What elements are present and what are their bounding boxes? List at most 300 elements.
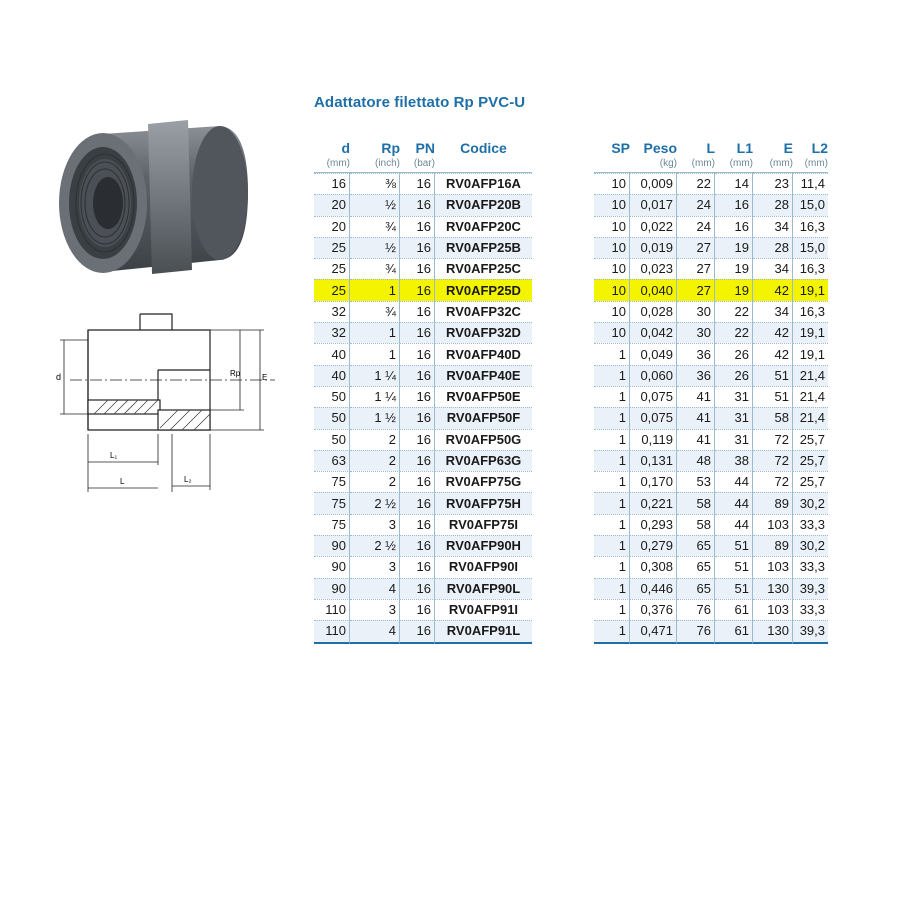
column-header-label: PN bbox=[415, 140, 435, 156]
cell-l: 27 bbox=[677, 237, 715, 258]
cell-peso: 0,221 bbox=[630, 492, 677, 513]
cell-l1: 22 bbox=[715, 301, 753, 322]
cell-l2: 19,1 bbox=[793, 279, 828, 300]
cell-peso: 0,446 bbox=[630, 578, 677, 599]
cell-d: 90 bbox=[314, 535, 350, 556]
cell-codice: RV0AFP90L bbox=[435, 578, 532, 599]
cell-e: 130 bbox=[753, 620, 793, 643]
cell-sp: 1 bbox=[594, 343, 630, 364]
cell-pn: 16 bbox=[400, 450, 435, 471]
table-row bbox=[594, 599, 828, 620]
cell-l1: 19 bbox=[715, 258, 753, 279]
cell-codice: RV0AFP91I bbox=[435, 599, 532, 620]
cell-l2: 25,7 bbox=[793, 429, 828, 450]
column-header bbox=[435, 140, 532, 173]
cell-sp: 10 bbox=[594, 194, 630, 215]
table-row bbox=[314, 365, 532, 386]
table-row bbox=[594, 450, 828, 471]
table-row bbox=[314, 429, 532, 450]
cell-l1: 38 bbox=[715, 450, 753, 471]
cell-pn: 16 bbox=[400, 429, 435, 450]
cell-l: 30 bbox=[677, 301, 715, 322]
cell-l1: 31 bbox=[715, 429, 753, 450]
table-row bbox=[594, 365, 828, 386]
column-header-unit: (mm) bbox=[804, 158, 828, 169]
cell-codice: RV0AFP40D bbox=[435, 343, 532, 364]
cell-l1: 44 bbox=[715, 471, 753, 492]
table-row bbox=[594, 620, 828, 643]
cell-pn: 16 bbox=[400, 343, 435, 364]
table-row bbox=[594, 556, 828, 577]
column-header-unit: (bar) bbox=[413, 158, 435, 169]
cell-d: 40 bbox=[314, 343, 350, 364]
cell-l1: 19 bbox=[715, 237, 753, 258]
cell-rp: 1 ¼ bbox=[350, 386, 400, 407]
cell-l: 65 bbox=[677, 535, 715, 556]
cell-codice: RV0AFP50F bbox=[435, 407, 532, 428]
column-header-label: Peso bbox=[643, 140, 677, 156]
cell-peso: 0,131 bbox=[630, 450, 677, 471]
cell-codice: RV0AFP25C bbox=[435, 258, 532, 279]
column-header bbox=[314, 140, 350, 173]
cell-d: 75 bbox=[314, 471, 350, 492]
column-header-unit: (inch) bbox=[374, 158, 400, 169]
cell-l2: 16,3 bbox=[793, 258, 828, 279]
column-header-label: SP bbox=[611, 140, 630, 156]
cell-e: 28 bbox=[753, 237, 793, 258]
cell-sp: 1 bbox=[594, 599, 630, 620]
column-header-label: Codice bbox=[460, 140, 507, 156]
cell-e: 103 bbox=[753, 556, 793, 577]
column-header bbox=[753, 140, 793, 173]
column-header bbox=[594, 140, 630, 173]
table-row bbox=[314, 194, 532, 215]
cell-sp: 10 bbox=[594, 258, 630, 279]
cell-codice: RV0AFP32C bbox=[435, 301, 532, 322]
cell-rp: ¾ bbox=[350, 258, 400, 279]
column-header-label: d bbox=[341, 140, 350, 156]
table-row bbox=[594, 535, 828, 556]
cell-rp: 2 bbox=[350, 429, 400, 450]
cell-l1: 16 bbox=[715, 194, 753, 215]
cell-codice: RV0AFP40E bbox=[435, 365, 532, 386]
table-row bbox=[594, 471, 828, 492]
cell-rp: 2 bbox=[350, 471, 400, 492]
cell-sp: 1 bbox=[594, 535, 630, 556]
cell-peso: 0,293 bbox=[630, 514, 677, 535]
cell-peso: 0,009 bbox=[630, 173, 677, 194]
cell-sp: 1 bbox=[594, 492, 630, 513]
cell-rp: 3 bbox=[350, 556, 400, 577]
cell-l2: 33,3 bbox=[793, 556, 828, 577]
cell-d: 32 bbox=[314, 301, 350, 322]
column-header bbox=[630, 140, 677, 173]
cell-d: 20 bbox=[314, 194, 350, 215]
cell-d: 50 bbox=[314, 386, 350, 407]
cell-l: 41 bbox=[677, 407, 715, 428]
cell-sp: 10 bbox=[594, 237, 630, 258]
cell-e: 51 bbox=[753, 365, 793, 386]
table-row bbox=[594, 492, 828, 513]
cell-l1: 31 bbox=[715, 386, 753, 407]
cell-sp: 1 bbox=[594, 620, 630, 643]
cell-codice: RV0AFP20B bbox=[435, 194, 532, 215]
cell-codice: RV0AFP75G bbox=[435, 471, 532, 492]
cell-l2: 11,4 bbox=[793, 173, 828, 194]
table-row bbox=[314, 322, 532, 343]
cell-e: 42 bbox=[753, 322, 793, 343]
cell-sp: 1 bbox=[594, 407, 630, 428]
table-row bbox=[594, 578, 828, 599]
cell-l2: 15,0 bbox=[793, 194, 828, 215]
cell-peso: 0,279 bbox=[630, 535, 677, 556]
cell-d: 50 bbox=[314, 407, 350, 428]
table-row bbox=[594, 237, 828, 258]
table-row bbox=[594, 258, 828, 279]
cell-peso: 0,075 bbox=[630, 407, 677, 428]
cell-d: 63 bbox=[314, 450, 350, 471]
cell-l2: 30,2 bbox=[793, 535, 828, 556]
cell-e: 72 bbox=[753, 429, 793, 450]
dimensions-table-right bbox=[594, 140, 828, 644]
cell-l2: 15,0 bbox=[793, 237, 828, 258]
cell-rp: 4 bbox=[350, 620, 400, 643]
cell-rp: 2 ½ bbox=[350, 492, 400, 513]
cell-d: 25 bbox=[314, 258, 350, 279]
drawing-label-rp: Rp bbox=[230, 369, 241, 378]
cell-pn: 16 bbox=[400, 599, 435, 620]
cell-rp: 2 ½ bbox=[350, 535, 400, 556]
cell-l1: 16 bbox=[715, 216, 753, 237]
table-row bbox=[314, 407, 532, 428]
table-row bbox=[314, 237, 532, 258]
cell-l: 58 bbox=[677, 514, 715, 535]
table-row bbox=[594, 322, 828, 343]
table-row bbox=[594, 386, 828, 407]
table-row bbox=[594, 216, 828, 237]
cell-sp: 1 bbox=[594, 365, 630, 386]
cell-sp: 10 bbox=[594, 279, 630, 300]
cell-l1: 44 bbox=[715, 514, 753, 535]
table-row bbox=[594, 429, 828, 450]
cell-pn: 16 bbox=[400, 492, 435, 513]
cell-pn: 16 bbox=[400, 301, 435, 322]
table-row bbox=[594, 173, 828, 194]
drawing-label-l: L bbox=[120, 477, 125, 486]
table-row bbox=[314, 471, 532, 492]
table-row bbox=[314, 279, 532, 300]
cell-e: 23 bbox=[753, 173, 793, 194]
cell-pn: 16 bbox=[400, 173, 435, 194]
cell-peso: 0,060 bbox=[630, 365, 677, 386]
page-title: Adattatore filettato Rp PVC-U bbox=[314, 94, 526, 111]
cell-pn: 16 bbox=[400, 535, 435, 556]
table-row bbox=[314, 216, 532, 237]
table-row bbox=[594, 343, 828, 364]
table-row bbox=[314, 535, 532, 556]
table-row bbox=[314, 450, 532, 471]
cell-d: 25 bbox=[314, 237, 350, 258]
cell-codice: RV0AFP90I bbox=[435, 556, 532, 577]
cell-l1: 19 bbox=[715, 279, 753, 300]
table-row bbox=[314, 258, 532, 279]
cell-sp: 10 bbox=[594, 216, 630, 237]
table-row bbox=[314, 301, 532, 322]
cell-l2: 25,7 bbox=[793, 450, 828, 471]
drawing-label-l1: L₁ bbox=[110, 451, 118, 460]
cell-e: 130 bbox=[753, 578, 793, 599]
cell-l1: 14 bbox=[715, 173, 753, 194]
table-row bbox=[314, 556, 532, 577]
cell-l2: 21,4 bbox=[793, 407, 828, 428]
cell-e: 72 bbox=[753, 471, 793, 492]
cell-l: 41 bbox=[677, 429, 715, 450]
table-row bbox=[314, 386, 532, 407]
cell-d: 16 bbox=[314, 173, 350, 194]
cell-peso: 0,028 bbox=[630, 301, 677, 322]
cell-l1: 61 bbox=[715, 620, 753, 643]
cell-l2: 19,1 bbox=[793, 343, 828, 364]
cell-l: 30 bbox=[677, 322, 715, 343]
column-header bbox=[677, 140, 715, 173]
cell-pn: 16 bbox=[400, 407, 435, 428]
cell-l2: 33,3 bbox=[793, 514, 828, 535]
cell-d: 32 bbox=[314, 322, 350, 343]
table-row bbox=[594, 194, 828, 215]
cell-l2: 39,3 bbox=[793, 620, 828, 643]
cell-sp: 10 bbox=[594, 301, 630, 322]
column-header-unit: (kg) bbox=[659, 158, 677, 169]
cell-rp: ¾ bbox=[350, 216, 400, 237]
cell-d: 90 bbox=[314, 578, 350, 599]
column-header bbox=[715, 140, 753, 173]
cell-l1: 22 bbox=[715, 322, 753, 343]
drawing-label-e: E bbox=[262, 373, 268, 382]
cell-l: 65 bbox=[677, 556, 715, 577]
cell-l: 27 bbox=[677, 279, 715, 300]
cell-l1: 26 bbox=[715, 365, 753, 386]
cell-l: 41 bbox=[677, 386, 715, 407]
cell-e: 89 bbox=[753, 492, 793, 513]
column-header-unit: (mm) bbox=[326, 158, 350, 169]
cell-l1: 31 bbox=[715, 407, 753, 428]
cell-pn: 16 bbox=[400, 279, 435, 300]
cell-codice: RV0AFP91L bbox=[435, 620, 532, 643]
cell-rp: 3 bbox=[350, 514, 400, 535]
cell-l1: 51 bbox=[715, 578, 753, 599]
cell-e: 103 bbox=[753, 599, 793, 620]
cell-l1: 51 bbox=[715, 535, 753, 556]
cell-pn: 16 bbox=[400, 365, 435, 386]
cell-peso: 0,119 bbox=[630, 429, 677, 450]
cell-codice: RV0AFP50E bbox=[435, 386, 532, 407]
cell-l: 58 bbox=[677, 492, 715, 513]
cell-l2: 33,3 bbox=[793, 599, 828, 620]
cell-rp: ½ bbox=[350, 194, 400, 215]
cell-pn: 16 bbox=[400, 471, 435, 492]
cell-peso: 0,376 bbox=[630, 599, 677, 620]
drawing-label-d: d bbox=[56, 372, 62, 382]
cell-rp: ¾ bbox=[350, 301, 400, 322]
cell-e: 34 bbox=[753, 258, 793, 279]
cell-peso: 0,042 bbox=[630, 322, 677, 343]
cell-codice: RV0AFP63G bbox=[435, 450, 532, 471]
cell-sp: 10 bbox=[594, 173, 630, 194]
cell-sp: 1 bbox=[594, 429, 630, 450]
cell-rp: ½ bbox=[350, 237, 400, 258]
cell-peso: 0,019 bbox=[630, 237, 677, 258]
cell-d: 50 bbox=[314, 429, 350, 450]
cell-rp: 3 bbox=[350, 599, 400, 620]
column-header bbox=[793, 140, 828, 173]
cell-l: 53 bbox=[677, 471, 715, 492]
cell-pn: 16 bbox=[400, 386, 435, 407]
cell-l2: 30,2 bbox=[793, 492, 828, 513]
cell-d: 75 bbox=[314, 492, 350, 513]
cell-peso: 0,023 bbox=[630, 258, 677, 279]
cell-d: 25 bbox=[314, 279, 350, 300]
cell-l2: 39,3 bbox=[793, 578, 828, 599]
cell-d: 90 bbox=[314, 556, 350, 577]
cell-sp: 1 bbox=[594, 514, 630, 535]
cell-l1: 51 bbox=[715, 556, 753, 577]
column-header-unit: (mm) bbox=[769, 158, 793, 169]
cell-e: 28 bbox=[753, 194, 793, 215]
cell-peso: 0,471 bbox=[630, 620, 677, 643]
product-photo bbox=[48, 112, 263, 282]
cell-peso: 0,049 bbox=[630, 343, 677, 364]
column-header-label: L1 bbox=[736, 140, 753, 156]
cell-codice: RV0AFP25D bbox=[435, 279, 532, 300]
cell-codice: RV0AFP25B bbox=[435, 237, 532, 258]
cell-rp: ⅜ bbox=[350, 173, 400, 194]
cell-d: 110 bbox=[314, 620, 350, 643]
cell-peso: 0,308 bbox=[630, 556, 677, 577]
cell-d: 110 bbox=[314, 599, 350, 620]
cell-l: 36 bbox=[677, 365, 715, 386]
cell-rp: 1 ¼ bbox=[350, 365, 400, 386]
column-header-label: Rp bbox=[381, 140, 400, 156]
cell-l2: 16,3 bbox=[793, 301, 828, 322]
drawing-label-l2: L₂ bbox=[184, 475, 192, 484]
cell-pn: 16 bbox=[400, 556, 435, 577]
cell-rp: 1 bbox=[350, 322, 400, 343]
column-header bbox=[400, 140, 435, 173]
column-header-unit bbox=[594, 158, 630, 172]
cell-l: 76 bbox=[677, 599, 715, 620]
table-row bbox=[314, 514, 532, 535]
cell-l1: 61 bbox=[715, 599, 753, 620]
cell-l2: 16,3 bbox=[793, 216, 828, 237]
cell-l: 24 bbox=[677, 194, 715, 215]
cell-l1: 44 bbox=[715, 492, 753, 513]
cell-peso: 0,170 bbox=[630, 471, 677, 492]
table-row bbox=[594, 514, 828, 535]
cell-codice: RV0AFP16A bbox=[435, 173, 532, 194]
cell-codice: RV0AFP90H bbox=[435, 535, 532, 556]
cell-peso: 0,017 bbox=[630, 194, 677, 215]
column-header-label: E bbox=[783, 140, 793, 156]
cell-e: 51 bbox=[753, 386, 793, 407]
cell-e: 72 bbox=[753, 450, 793, 471]
cell-rp: 1 ½ bbox=[350, 407, 400, 428]
cell-e: 42 bbox=[753, 343, 793, 364]
cell-l: 24 bbox=[677, 216, 715, 237]
cell-pn: 16 bbox=[400, 322, 435, 343]
cell-l2: 21,4 bbox=[793, 386, 828, 407]
dimensions-table-left bbox=[314, 140, 532, 644]
table-row bbox=[314, 492, 532, 513]
cell-e: 58 bbox=[753, 407, 793, 428]
cell-sp: 1 bbox=[594, 578, 630, 599]
technical-drawing bbox=[50, 300, 290, 500]
column-header-unit: (mm) bbox=[691, 158, 715, 169]
cell-l: 76 bbox=[677, 620, 715, 643]
cell-rp: 2 bbox=[350, 450, 400, 471]
cell-pn: 16 bbox=[400, 578, 435, 599]
cell-sp: 10 bbox=[594, 322, 630, 343]
cell-codice: RV0AFP75H bbox=[435, 492, 532, 513]
cell-l: 22 bbox=[677, 173, 715, 194]
cell-e: 34 bbox=[753, 301, 793, 322]
table-row bbox=[314, 599, 532, 620]
table-row bbox=[314, 343, 532, 364]
cell-l2: 19,1 bbox=[793, 322, 828, 343]
cell-rp: 1 bbox=[350, 343, 400, 364]
column-header-unit bbox=[435, 158, 532, 172]
column-header-unit: (mm) bbox=[729, 158, 753, 169]
column-header-label: L bbox=[706, 140, 715, 156]
cell-rp: 1 bbox=[350, 279, 400, 300]
cell-d: 75 bbox=[314, 514, 350, 535]
cell-d: 40 bbox=[314, 365, 350, 386]
cell-e: 103 bbox=[753, 514, 793, 535]
cell-e: 34 bbox=[753, 216, 793, 237]
cell-pn: 16 bbox=[400, 194, 435, 215]
cell-pn: 16 bbox=[400, 620, 435, 643]
cell-pn: 16 bbox=[400, 216, 435, 237]
cell-sp: 1 bbox=[594, 471, 630, 492]
table-row bbox=[594, 407, 828, 428]
cell-l: 65 bbox=[677, 578, 715, 599]
table-row bbox=[594, 279, 828, 300]
cell-l2: 21,4 bbox=[793, 365, 828, 386]
cell-l2: 25,7 bbox=[793, 471, 828, 492]
cell-e: 89 bbox=[753, 535, 793, 556]
cell-pn: 16 bbox=[400, 258, 435, 279]
cell-pn: 16 bbox=[400, 237, 435, 258]
table-row bbox=[314, 620, 532, 643]
cell-pn: 16 bbox=[400, 514, 435, 535]
column-header-label: L2 bbox=[811, 140, 828, 156]
cell-sp: 1 bbox=[594, 450, 630, 471]
cell-rp: 4 bbox=[350, 578, 400, 599]
cell-codice: RV0AFP50G bbox=[435, 429, 532, 450]
cell-codice: RV0AFP20C bbox=[435, 216, 532, 237]
cell-peso: 0,040 bbox=[630, 279, 677, 300]
table-row bbox=[314, 173, 532, 194]
table-row bbox=[314, 578, 532, 599]
cell-peso: 0,022 bbox=[630, 216, 677, 237]
cell-peso: 0,075 bbox=[630, 386, 677, 407]
cell-l: 27 bbox=[677, 258, 715, 279]
cell-codice: RV0AFP75I bbox=[435, 514, 532, 535]
cell-l: 48 bbox=[677, 450, 715, 471]
cell-sp: 1 bbox=[594, 386, 630, 407]
cell-codice: RV0AFP32D bbox=[435, 322, 532, 343]
cell-l1: 26 bbox=[715, 343, 753, 364]
table-row bbox=[594, 301, 828, 322]
